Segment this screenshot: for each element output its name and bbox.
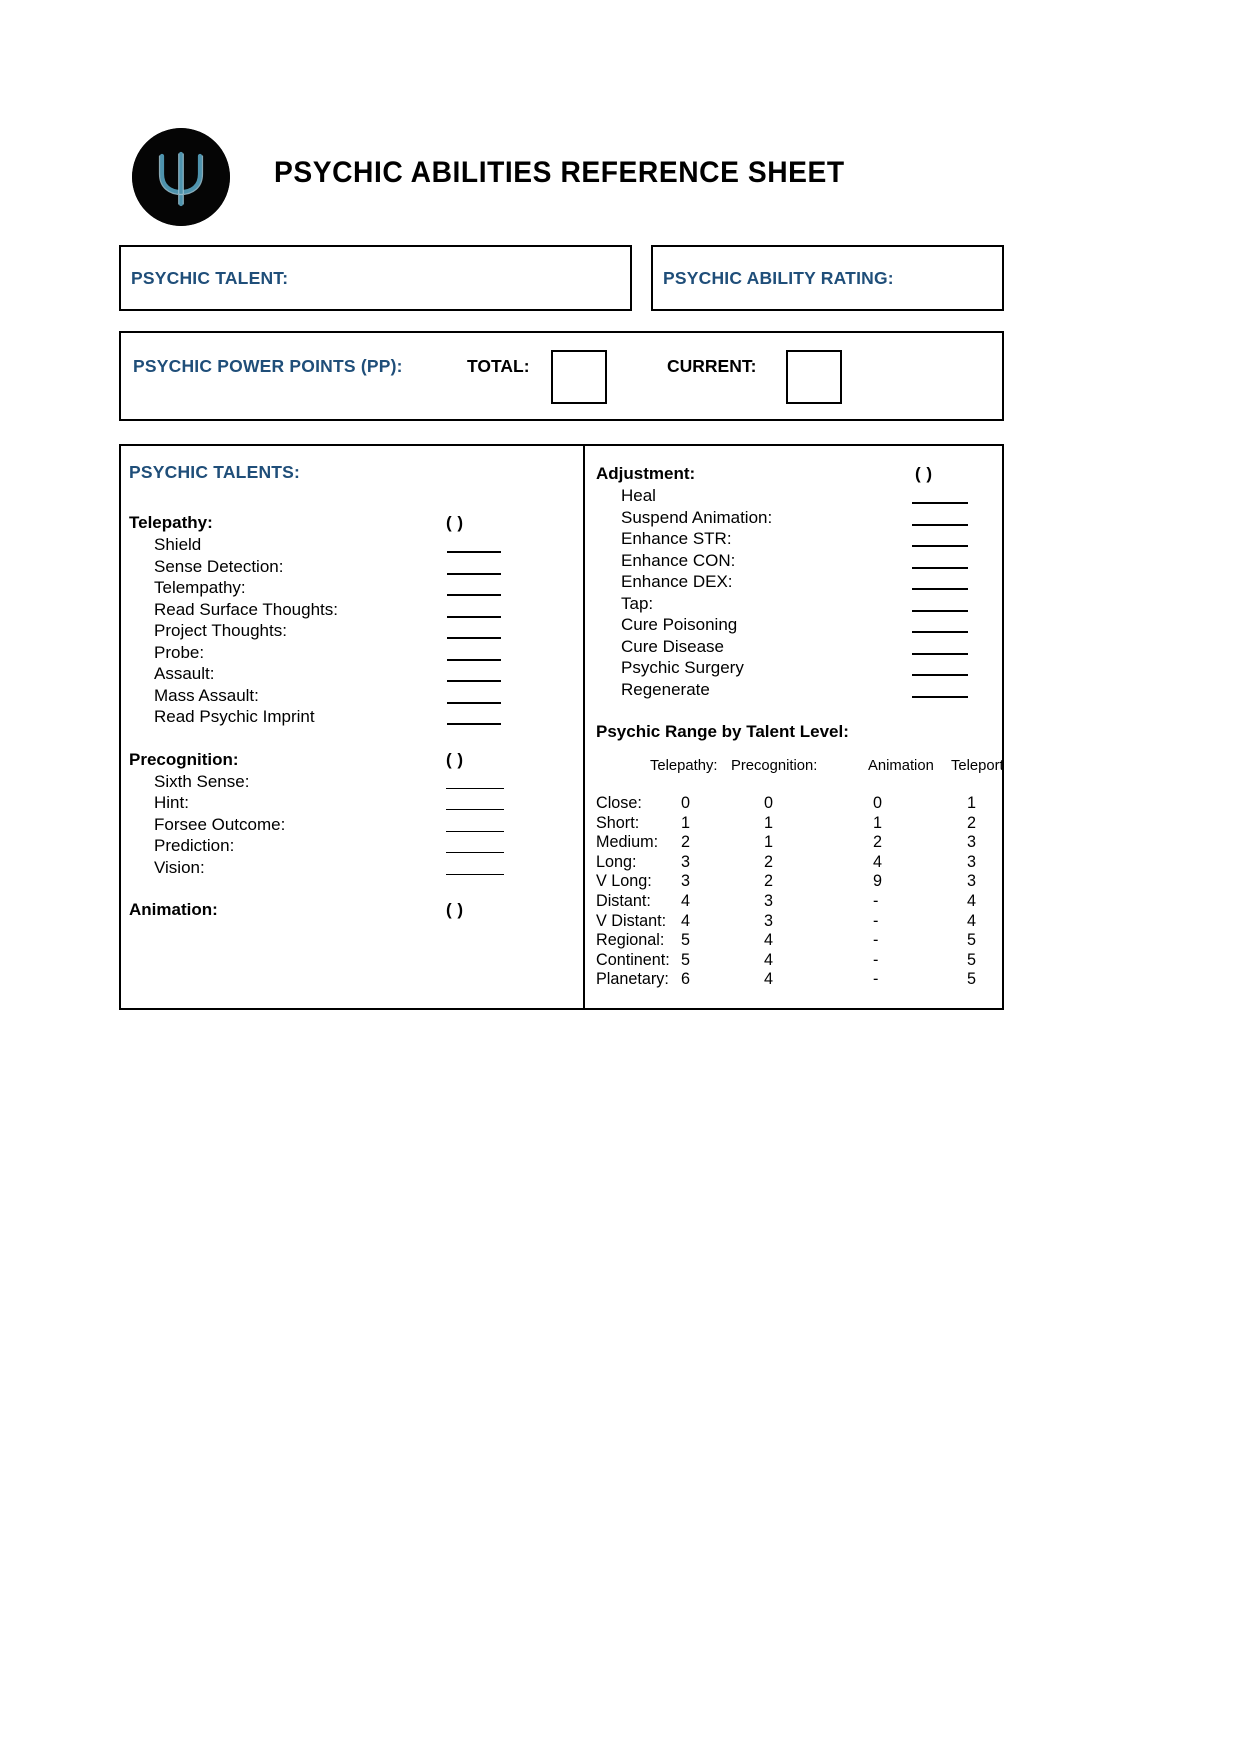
cell-telepathy: 5 [681,950,691,969]
cell-telepathy: 0 [681,794,691,812]
cell-teleport: 5 [967,970,977,989]
adjustment-column [596,462,1004,990]
ability-input-line[interactable] [446,831,504,832]
ability-label: Heal [621,486,656,505]
cell-precognition: 1 [764,833,774,852]
ability-row [129,814,575,836]
table-row [596,931,981,951]
ability-label: Vision: [154,857,205,877]
ability-input-line[interactable] [912,653,968,655]
cell-animation: - [873,891,879,910]
talent-level-value[interactable]: ( ) [915,464,933,483]
column-header-animation: Animation [868,758,934,774]
ability-label: Cure Poisoning [621,615,738,634]
ability-input-line[interactable] [447,616,501,618]
column-header-telepathy: Telepathy: [650,758,718,774]
cell-telepathy: 5 [681,931,691,950]
ability-label: Probe: [154,642,205,662]
talent-group-animation [129,898,575,921]
cell-telepathy: 4 [681,891,691,910]
ability-row [596,571,992,593]
cell-telepathy: 6 [681,970,691,989]
range-label: Close: [596,794,642,812]
table-row [596,892,981,912]
ability-row [129,577,575,599]
ability-input-line[interactable] [447,659,501,661]
talent-group-name: Precognition: [129,749,239,769]
ability-input-line[interactable] [446,809,504,810]
psychic-talent-label: PSYCHIC TALENT: [131,268,289,288]
psychic-range-heading: Psychic Range by Talent Level: [596,722,849,741]
ability-row [129,857,575,879]
ability-row [129,620,575,642]
ability-row [596,636,992,658]
psi-symbol-icon [132,128,230,226]
ability-row [129,534,575,556]
power-points-label: PSYCHIC POWER POINTS (PP): [133,356,403,376]
table-row [596,814,981,834]
cell-telepathy: 3 [681,872,691,891]
cell-teleport: 5 [967,950,977,969]
page-header [132,128,1012,228]
cell-precognition: 4 [764,970,774,989]
column-header-precognition: Precognition: [731,758,818,774]
cell-animation: 0 [873,794,883,812]
ability-label: Project Thoughts: [154,621,287,640]
ability-label: Hint: [154,793,189,812]
cell-precognition: 0 [764,794,774,812]
cell-animation: 9 [873,872,883,891]
ability-label: Read Psychic Imprint [154,707,315,726]
cell-animation: - [873,911,879,930]
cell-precognition: 4 [764,931,774,950]
ability-row [129,771,575,793]
ability-input-line[interactable] [912,696,968,698]
panel-divider [583,444,585,1010]
ability-row [129,706,575,728]
ability-input-line[interactable] [446,788,504,789]
ability-input-line[interactable] [447,680,501,682]
total-pp-input[interactable] [551,350,607,404]
ability-label: Assault: [154,664,215,683]
range-label: Planetary: [596,970,669,989]
talent-group-header [129,748,575,771]
ability-label: Telempathy: [154,578,246,597]
table-row [596,833,981,853]
current-label: CURRENT: [667,356,757,376]
ability-row [596,485,992,507]
ability-label: Sixth Sense: [154,771,250,791]
table-row [596,970,981,990]
cell-telepathy: 4 [681,911,691,930]
ability-label: Prediction: [154,836,235,855]
ability-label: Tap: [621,593,654,613]
cell-precognition: 4 [764,950,774,969]
ability-label: Suspend Animation: [621,507,773,527]
psychic-ability-rating-label: PSYCHIC ABILITY RATING: [663,268,894,288]
ability-input-line[interactable] [912,610,968,612]
ability-input-line[interactable] [446,874,504,875]
ability-label: Shield [154,535,202,554]
talent-group-name: Adjustment: [596,464,696,483]
cell-teleport: 4 [967,891,977,910]
cell-teleport: 4 [967,911,977,930]
range-label: Distant: [596,891,651,910]
ability-label: Enhance DEX: [621,572,733,591]
ability-input-line[interactable] [912,631,968,633]
range-label: Continent: [596,950,670,969]
table-header-row [596,758,1004,782]
psychic-range-table [596,758,1004,990]
range-label: Short: [596,813,640,832]
talent-level-value[interactable]: ( ) [446,749,464,769]
cell-teleport: 3 [967,852,977,871]
ability-row [129,642,575,664]
cell-teleport: 5 [967,931,977,950]
talent-group-precognition [129,748,575,879]
ability-label: Mass Assault: [154,685,259,705]
cell-telepathy: 1 [681,813,691,832]
talent-group-adjustment [596,462,992,700]
ability-input-line[interactable] [912,674,968,676]
ability-row [129,556,575,578]
ability-row [129,835,575,857]
cell-telepathy: 2 [681,833,691,852]
cell-precognition: 2 [764,872,774,891]
ability-input-line[interactable] [446,852,504,853]
ability-label: Regenerate [621,679,710,699]
ability-row [129,792,575,814]
ability-row [129,663,575,685]
cell-animation: - [873,931,879,950]
cell-precognition: 1 [764,813,774,832]
ability-label: Psychic Surgery [621,658,744,677]
ability-input-line[interactable] [447,702,501,704]
ability-input-line[interactable] [447,551,501,553]
column-header-teleport: Teleport [951,758,1004,774]
cell-teleport: 1 [967,794,977,812]
table-row [596,853,981,873]
cell-animation: 1 [873,813,883,832]
ability-row [596,550,992,572]
ability-input-line[interactable] [447,573,501,575]
ability-input-line[interactable] [912,567,968,569]
ability-row [596,657,992,679]
ability-input-line[interactable] [912,545,968,547]
ability-input-line[interactable] [912,502,968,504]
talent-level-value[interactable]: ( ) [446,513,464,532]
ability-row [596,528,992,550]
talent-group-name: Animation: [129,900,218,919]
talent-group-name: Telepathy: [129,513,213,532]
talent-group-telepathy [129,511,575,728]
ability-input-line[interactable] [912,588,968,590]
talent-group-header [129,898,575,921]
cell-teleport: 2 [967,813,977,832]
cell-animation: - [873,970,879,989]
table-row [596,912,981,932]
cell-animation: 4 [873,852,883,871]
ability-row [596,593,992,615]
table-row [596,872,981,892]
ability-row [596,614,992,636]
ability-label: Enhance CON: [621,550,736,570]
ability-row [596,507,992,529]
current-pp-input[interactable] [786,350,842,404]
table-row [596,794,981,814]
psychic-talents-heading: PSYCHIC TALENTS: [129,462,301,482]
ability-label: Cure Disease [621,636,724,656]
ability-input-line[interactable] [447,594,501,596]
ability-label: Enhance STR: [621,529,732,548]
ability-row [596,679,992,701]
range-label: V Distant: [596,911,667,930]
talent-group-header [129,511,575,534]
psychic-talents-column [129,462,575,921]
ability-label: Read Surface Thoughts: [154,599,338,619]
cell-teleport: 3 [967,872,977,891]
ability-label: Forsee Outcome: [154,814,286,834]
cell-teleport: 3 [967,833,977,852]
range-label: V Long: [596,872,652,891]
ability-label: Sense Detection: [154,556,284,576]
cell-precognition: 3 [764,891,774,910]
ability-input-line[interactable] [447,637,501,639]
cell-telepathy: 3 [681,852,691,871]
page-title: PSYCHIC ABILITIES REFERENCE SHEET [274,156,845,189]
range-label: Regional: [596,931,665,950]
table-row [596,951,981,971]
talent-level-value[interactable]: ( ) [446,900,464,919]
total-label: TOTAL: [467,356,530,376]
cell-precognition: 3 [764,911,774,930]
talent-group-header [596,462,992,485]
range-label: Long: [596,852,637,871]
ability-row [129,599,575,621]
ability-input-line[interactable] [447,723,501,725]
cell-animation: 2 [873,833,883,852]
ability-row [129,685,575,707]
range-label: Medium: [596,833,659,852]
cell-animation: - [873,950,879,969]
cell-precognition: 2 [764,852,774,871]
ability-input-line[interactable] [912,524,968,526]
